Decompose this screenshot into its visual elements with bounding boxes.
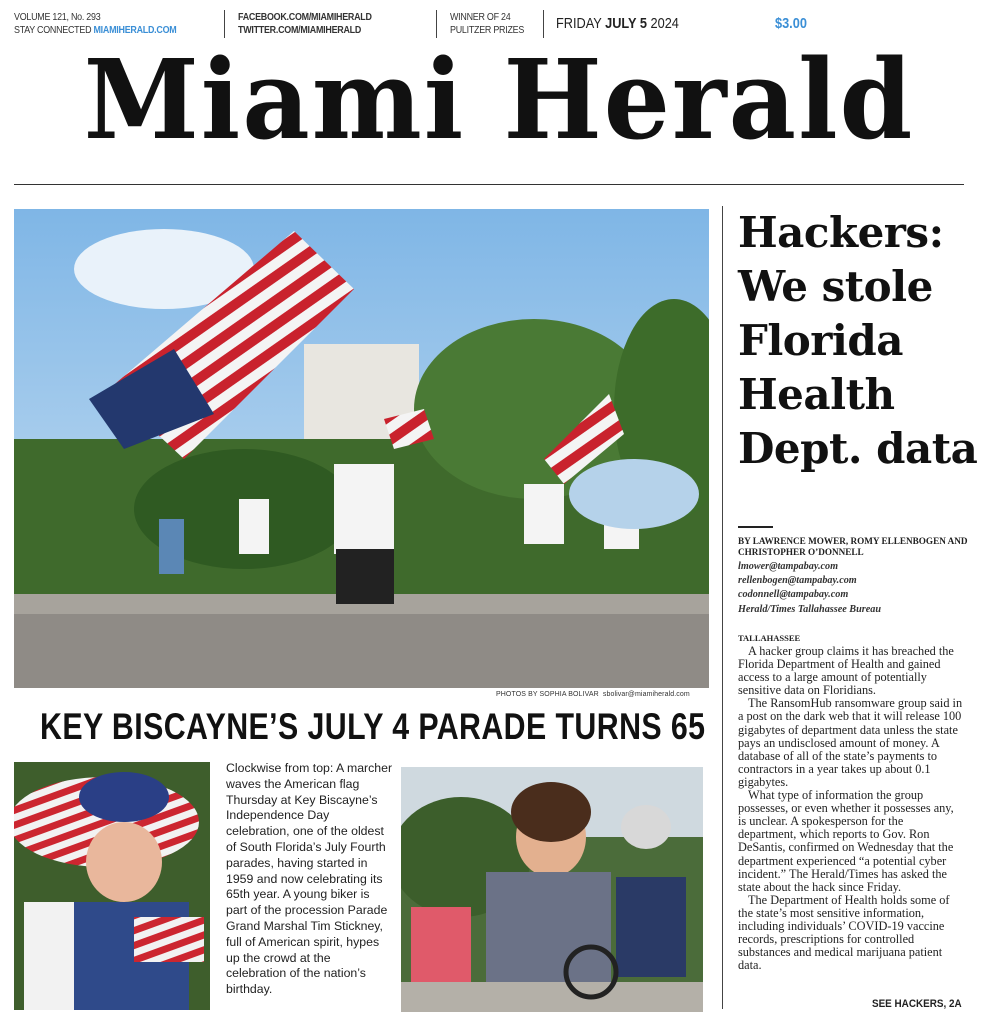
story-paragraph: The RansomHub ransomware group said in a post on the dark web that it will release 100 gigabytes of department data unless the state pays an undisclosed amount of money. A database of all of the state’s payments to contractors in a year takes up about 0.1 gigabytes. <box>738 696 963 789</box>
divider <box>543 10 544 38</box>
price: $3.00 <box>775 15 807 32</box>
author-emails <box>738 560 968 617</box>
issue-date <box>556 15 679 32</box>
stay-connected-label: STAY CONNECTED <box>14 24 92 36</box>
story-body <box>738 645 964 972</box>
photo-credit: PHOTOS BY SOPHIA BOLIVAR sbolivar@miamiherald.com <box>496 691 690 698</box>
divider <box>436 10 437 38</box>
awards-line: WINNER OF 24 <box>450 11 511 23</box>
young-biker-photo <box>401 767 703 1012</box>
lead-headline[interactable]: KEY BISCAYNE’S JULY 4 PARADE TURNS 65 <box>40 706 706 747</box>
photo-caption: Clockwise from top: A marcher waves the American flag Thursday at Key Biscayne’s Independence Day celebration, one of the oldest of South Florida’s July Fourth parades, having started in 1959 and now celebrating its 65th year. A young biker is part of the procession Parade Grand Marshal Tim Stickney, full of American spirit, hypes up the crowd at the celebration of the nation’s birthday. <box>226 761 393 997</box>
author-email[interactable]: rellenbogen@tampabay.com <box>738 575 857 587</box>
grand-marshal-photo <box>14 762 210 1010</box>
author-email[interactable]: lmower@tampabay.com <box>738 561 839 572</box>
jump-link[interactable]: SEE HACKERS, 2A <box>872 998 962 1010</box>
story-headline[interactable]: Hackers: We stole Florida Health Dept. data <box>738 208 978 473</box>
volume-info <box>14 11 176 37</box>
website-link[interactable]: MIAMIHERALD.COM <box>93 24 177 36</box>
divider <box>224 10 225 38</box>
story-paragraph: A hacker group claims it has breached the Florida Department of Health and gained access to a large amount of potentially sensitive data on Floridians. <box>738 644 954 698</box>
date-year: 2024 <box>650 15 679 32</box>
dateline: TALLAHASSEE <box>738 633 801 643</box>
masthead-rule <box>14 184 964 185</box>
column-divider <box>722 206 723 1009</box>
awards <box>450 11 524 37</box>
date-day: FRIDAY <box>556 15 602 32</box>
author-email[interactable]: codonnell@tampabay.com <box>738 589 849 601</box>
social-links <box>238 11 372 37</box>
parade-flag-photo <box>14 209 709 688</box>
awards-line: PULITZER PRIZES <box>450 24 525 36</box>
facebook-link[interactable]: FACEBOOK.COM/MIAMIHERALD <box>238 11 372 23</box>
twitter-link[interactable]: TWITTER.COM/MIAMIHERALD <box>238 24 362 36</box>
masthead-logo: Miami Herald <box>83 34 915 165</box>
volume-number: VOLUME 121, No. 293 <box>14 11 101 23</box>
story-paragraph: What type of information the group possesses, or even whether it possesses any, is unclear. A spokesperson for the department, which reports to Gov. Ron DeSantis, confirmed on Wednesday that the department experienced “a potential cyber incident.” The Herald/Times has asked the state about the hack since Friday. <box>738 788 954 894</box>
date-month-day: JULY 5 <box>605 15 647 32</box>
bureau-name: Herald/Times Tallahassee Bureau <box>738 603 882 615</box>
story-byline <box>738 536 968 617</box>
photographer-email: sbolivar@miamiherald.com <box>602 691 690 698</box>
byline-rule <box>738 526 773 528</box>
byline-authors: BY LAWRENCE MOWER, ROMY ELLENBOGEN AND CHRISTOPHER O’DONNELL <box>738 536 968 557</box>
story-paragraph: The Department of Health holds some of the state’s most sensitive information, including individuals’ COVID-19 vaccine records, prescriptions for controlled substances and medical marijuana patient data. <box>738 892 950 973</box>
